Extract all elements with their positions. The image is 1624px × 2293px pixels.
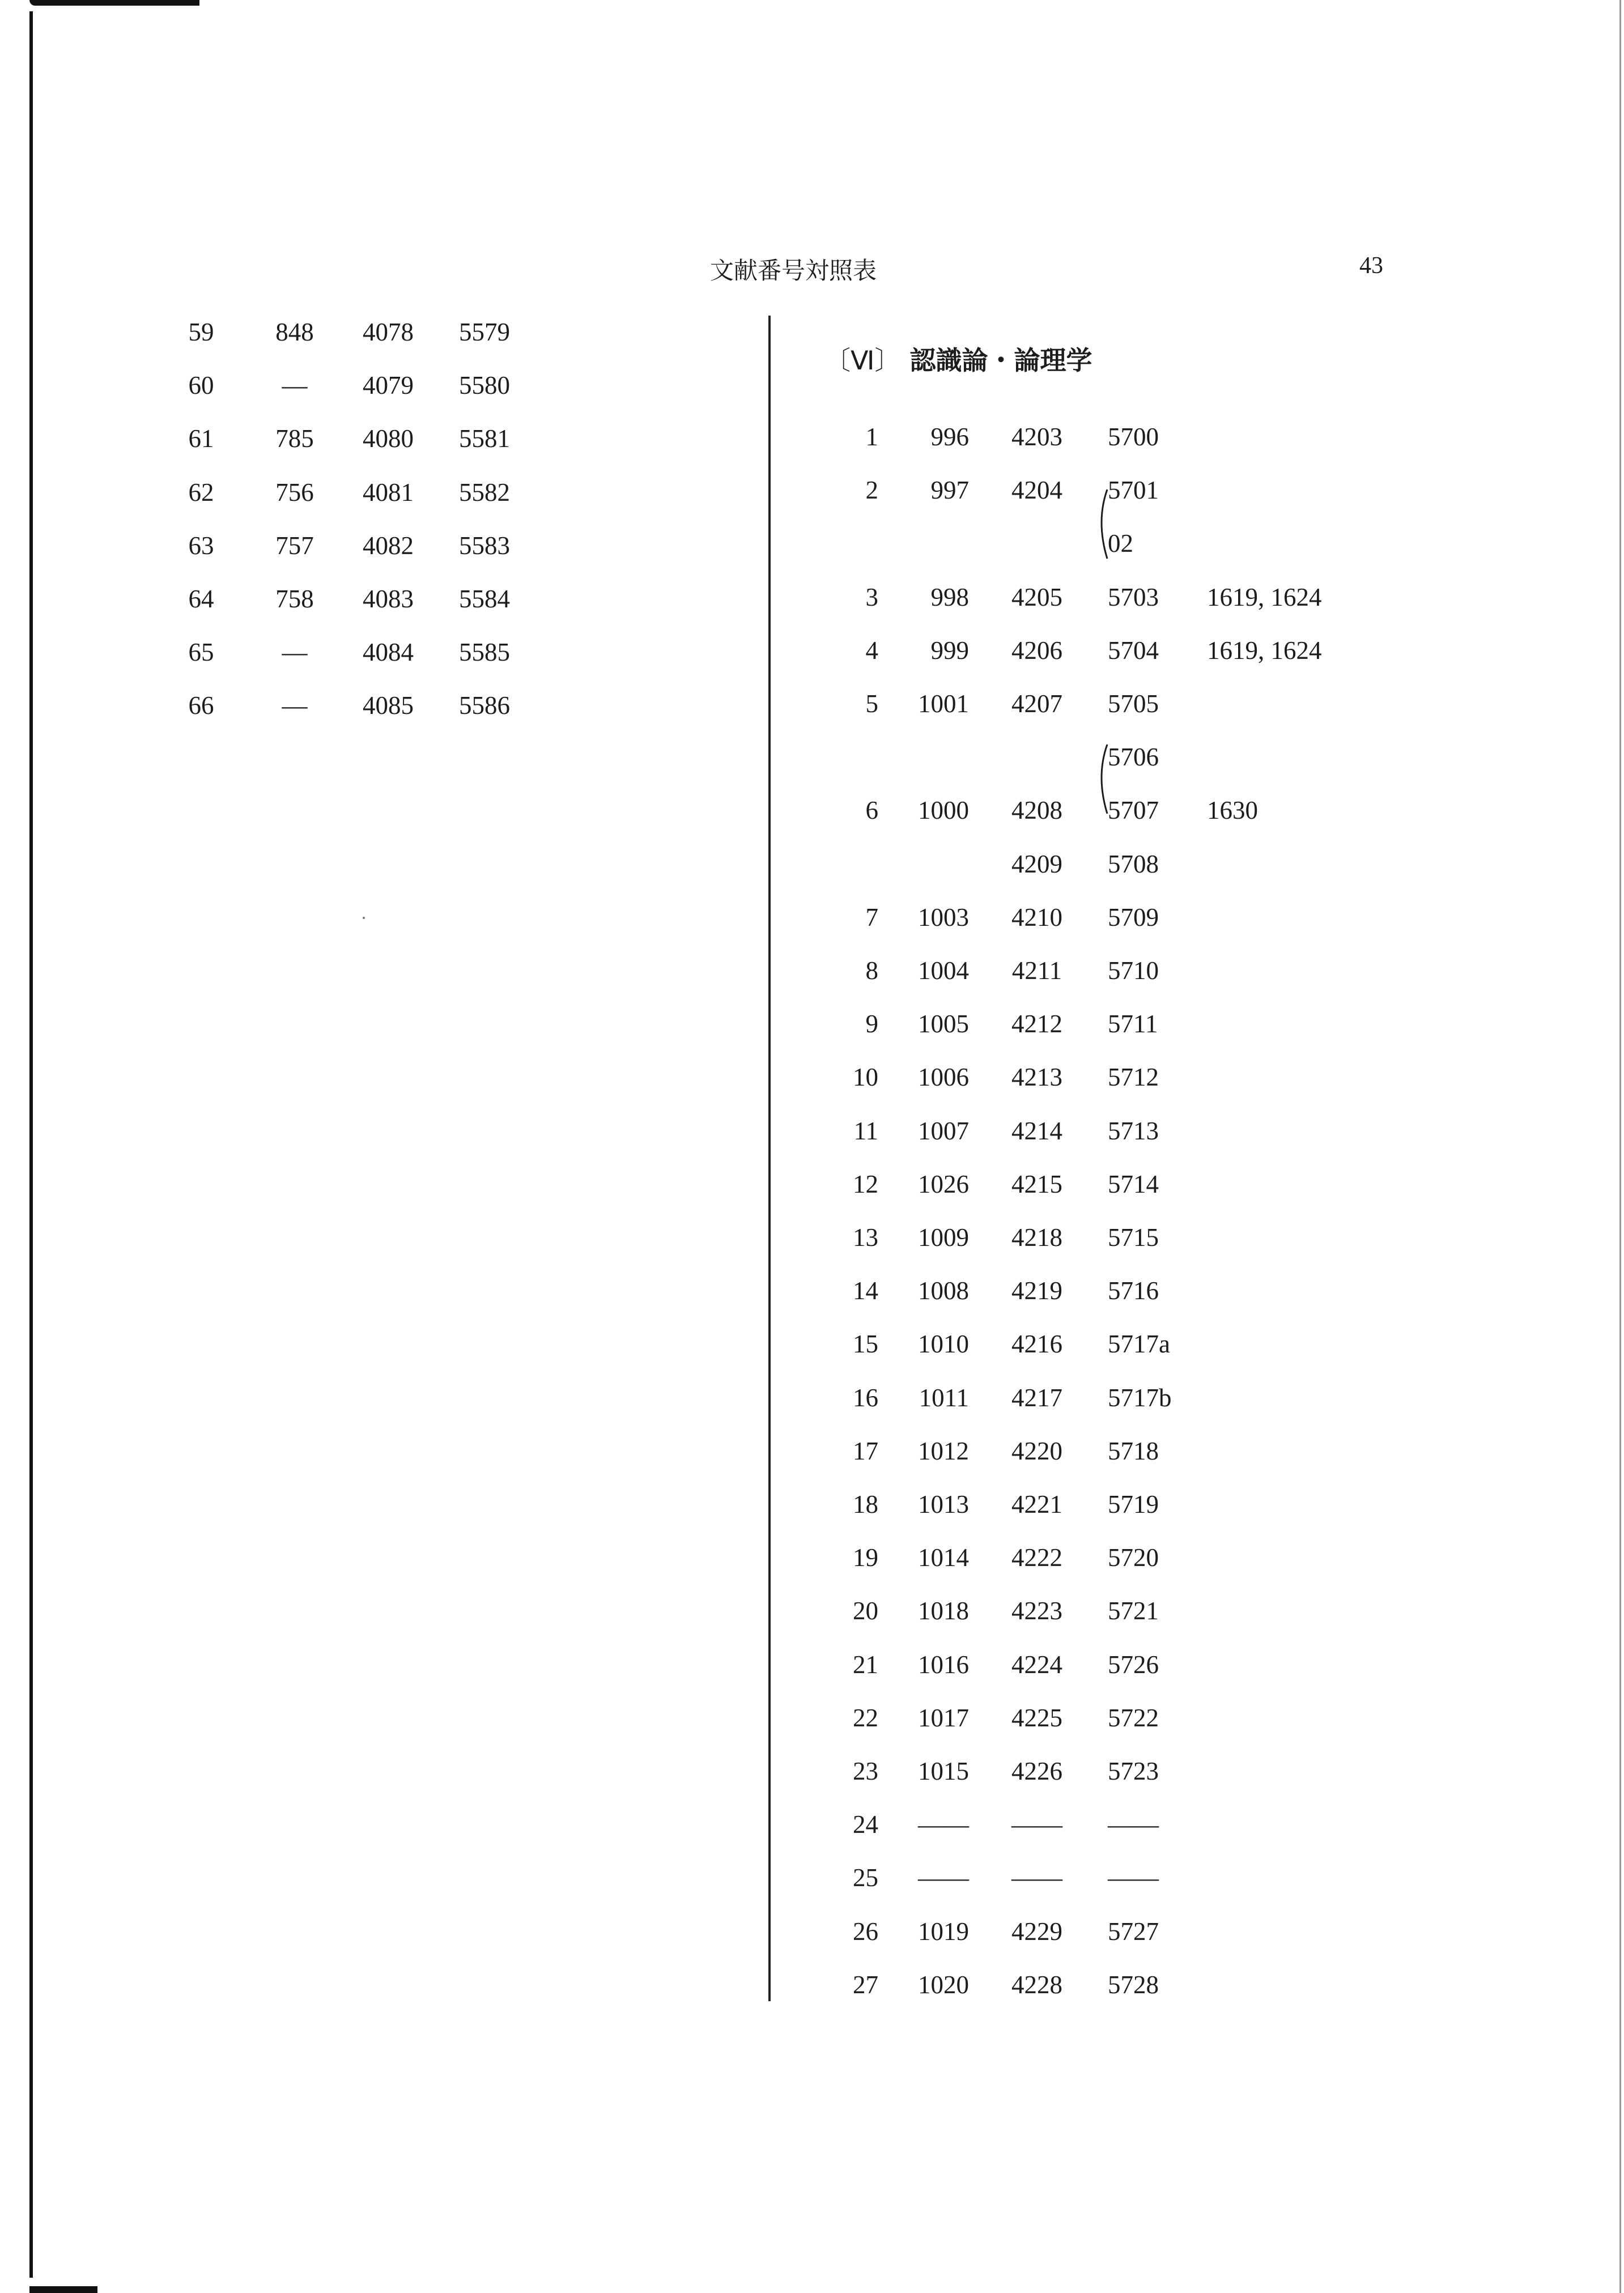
table-cell: 758 xyxy=(275,585,314,613)
table-cell: 15 xyxy=(853,1330,878,1359)
table-cell: 1019 xyxy=(918,1917,969,1946)
table-cell: 8 xyxy=(865,956,878,985)
table-cell: 999 xyxy=(930,636,969,665)
table-cell: 5585 xyxy=(459,638,510,667)
table-cell: 5583 xyxy=(459,531,510,560)
table-cell: 2 xyxy=(865,476,878,505)
table-cell: 5709 xyxy=(1108,903,1159,931)
column-divider xyxy=(768,316,771,2001)
table-cell: 4217 xyxy=(1011,1383,1062,1412)
table-cell: 11 xyxy=(853,1116,878,1145)
table-cell: 5586 xyxy=(459,691,510,720)
table-cell: 5719 xyxy=(1108,1490,1159,1518)
table-cell: 61 xyxy=(188,424,214,453)
table-cell: 1004 xyxy=(918,956,969,985)
table-cell: 1619, 1624 xyxy=(1207,582,1322,611)
table-cell: 9 xyxy=(865,1010,878,1039)
table-cell: 4206 xyxy=(1011,636,1062,665)
table-cell: 4209 xyxy=(1011,849,1062,878)
table-cell: 5705 xyxy=(1108,690,1159,718)
table-cell: 5716 xyxy=(1108,1277,1159,1305)
table-cell: 997 xyxy=(930,476,969,505)
table-cell: 18 xyxy=(853,1490,878,1518)
table-cell: 5582 xyxy=(459,478,510,507)
table-cell: 17 xyxy=(853,1436,878,1465)
table-cell: 1000 xyxy=(918,796,969,825)
table-cell: 60 xyxy=(188,371,214,400)
table-cell: 4215 xyxy=(1011,1169,1062,1198)
table-cell: 62 xyxy=(188,478,214,507)
table-cell: 4222 xyxy=(1011,1543,1062,1572)
table-cell: 1015 xyxy=(918,1757,969,1785)
table-cell: 24 xyxy=(853,1810,878,1839)
table-cell: 4204 xyxy=(1011,476,1062,505)
table-cell: 14 xyxy=(853,1277,878,1305)
table-cell: —— xyxy=(1011,1810,1062,1839)
table-cell: 1016 xyxy=(918,1650,969,1679)
table-cell: 4221 xyxy=(1011,1490,1062,1518)
table-cell: 1013 xyxy=(918,1490,969,1518)
section-title-text: 認識論・論理学 xyxy=(909,345,1092,376)
table-cell: 5712 xyxy=(1108,1063,1159,1092)
table-cell: 5700 xyxy=(1108,423,1159,451)
table-cell: 23 xyxy=(853,1757,878,1785)
table-cell: 66 xyxy=(188,691,214,720)
table-cell: 5 xyxy=(865,690,878,718)
table-cell: 4085 xyxy=(363,691,414,720)
table-cell: 5711 xyxy=(1108,1010,1158,1039)
table-cell: —— xyxy=(918,1864,969,1892)
table-cell: 5720 xyxy=(1108,1543,1159,1572)
table-cell: 1006 xyxy=(918,1063,969,1092)
table-cell: 4214 xyxy=(1011,1116,1062,1145)
table-cell: 4081 xyxy=(363,478,414,507)
running-header-title: 文献番号対照表 xyxy=(709,258,877,284)
section-numeral: 〔Ⅵ〕 xyxy=(824,346,901,375)
table-cell: 4212 xyxy=(1011,1010,1062,1039)
table-cell: 5703 xyxy=(1108,582,1159,611)
table-cell: 1026 xyxy=(918,1169,969,1198)
table-cell: 4218 xyxy=(1011,1223,1062,1252)
table-cell: 5713 xyxy=(1108,1116,1159,1145)
table-cell: 5704 xyxy=(1108,636,1159,665)
table-cell: 5579 xyxy=(459,318,510,346)
table-cell: 4229 xyxy=(1011,1917,1062,1946)
table-cell: 1018 xyxy=(918,1597,969,1626)
table-cell: 5717b xyxy=(1108,1383,1172,1412)
table-cell: 4228 xyxy=(1011,1970,1062,1999)
table-cell: 4082 xyxy=(363,531,414,560)
table-cell: 4207 xyxy=(1011,690,1062,718)
table-cell: 4220 xyxy=(1011,1436,1062,1465)
table-cell: 4210 xyxy=(1011,903,1062,931)
table-cell: 4223 xyxy=(1011,1597,1062,1626)
table-cell: 5710 xyxy=(1108,956,1159,985)
table-cell: 5701 xyxy=(1108,476,1159,505)
table-cell: 5721 xyxy=(1108,1597,1159,1626)
scan-edge-left xyxy=(29,11,33,2278)
table-cell: —— xyxy=(1011,1864,1062,1892)
table-cell: 756 xyxy=(275,478,314,507)
table-cell: 5727 xyxy=(1108,1917,1159,1946)
table-cell: 25 xyxy=(853,1864,878,1892)
table-cell: 998 xyxy=(930,582,969,611)
table-cell: 4213 xyxy=(1011,1063,1062,1092)
table-cell: 27 xyxy=(853,1970,878,1999)
table-cell: 1630 xyxy=(1207,796,1258,825)
section-heading xyxy=(824,340,1092,377)
table-cell: 5717a xyxy=(1108,1330,1170,1359)
table-cell: 1014 xyxy=(918,1543,969,1572)
table-cell: 3 xyxy=(865,582,878,611)
table-cell: 02 xyxy=(1108,529,1133,558)
table-cell: 1009 xyxy=(918,1223,969,1252)
table-cell: 1020 xyxy=(918,1970,969,1999)
page-number: 43 xyxy=(1359,253,1383,279)
table-cell: — xyxy=(282,691,308,720)
table-cell: 5707 xyxy=(1108,796,1159,825)
table-cell: —— xyxy=(1108,1810,1159,1839)
table-cell: 1011 xyxy=(919,1383,969,1412)
table-cell: 4216 xyxy=(1011,1330,1062,1359)
table-cell: 785 xyxy=(275,424,314,453)
table-cell: —— xyxy=(918,1810,969,1839)
table-cell: 996 xyxy=(930,423,969,451)
table-cell: 6 xyxy=(865,796,878,825)
table-cell: 4078 xyxy=(363,318,414,346)
scan-edge-top xyxy=(29,0,199,6)
table-cell: — xyxy=(282,638,308,667)
table-cell: 1619, 1624 xyxy=(1207,636,1322,665)
scan-edge-right xyxy=(1619,0,1621,2293)
table-cell: 1 xyxy=(865,423,878,451)
table-cell: 1012 xyxy=(918,1436,969,1465)
table-cell: 12 xyxy=(853,1169,878,1198)
scan-speck xyxy=(363,917,365,919)
bracket-2 xyxy=(1094,487,1111,561)
bracket-6 xyxy=(1094,742,1111,816)
table-cell: 4211 xyxy=(1011,956,1062,985)
table-cell: 5723 xyxy=(1108,1757,1159,1785)
table-cell: 5718 xyxy=(1108,1436,1159,1465)
table-cell: 65 xyxy=(188,638,214,667)
table-cell: 4219 xyxy=(1011,1277,1062,1305)
table-cell: 5714 xyxy=(1108,1169,1159,1198)
table-cell: 1007 xyxy=(918,1116,969,1145)
table-cell: 1005 xyxy=(918,1010,969,1039)
table-cell: 1017 xyxy=(918,1703,969,1732)
table-cell: 4083 xyxy=(363,585,414,613)
table-cell: 4079 xyxy=(363,371,414,400)
table-cell: 21 xyxy=(853,1650,878,1679)
table-cell: 757 xyxy=(275,531,314,560)
table-cell: 59 xyxy=(188,318,214,346)
table-cell: 4084 xyxy=(363,638,414,667)
table-cell: 5715 xyxy=(1108,1223,1159,1252)
table-cell: —— xyxy=(1108,1864,1159,1892)
table-cell: 4225 xyxy=(1011,1703,1062,1732)
table-cell: 848 xyxy=(275,318,314,346)
table-cell: 1010 xyxy=(918,1330,969,1359)
table-cell: 5706 xyxy=(1108,743,1159,772)
table-cell: — xyxy=(282,371,308,400)
table-cell: 5580 xyxy=(459,371,510,400)
table-cell: 1003 xyxy=(918,903,969,931)
table-cell: 19 xyxy=(853,1543,878,1572)
table-cell: 5722 xyxy=(1108,1703,1159,1732)
table-cell: 1001 xyxy=(918,690,969,718)
table-cell: 13 xyxy=(853,1223,878,1252)
table-cell: 16 xyxy=(853,1383,878,1412)
table-cell: 5584 xyxy=(459,585,510,613)
table-cell: 7 xyxy=(865,903,878,931)
table-cell: 10 xyxy=(853,1063,878,1092)
table-cell: 64 xyxy=(188,585,214,613)
table-cell: 4208 xyxy=(1011,796,1062,825)
table-cell: 26 xyxy=(853,1917,878,1946)
table-cell: 4 xyxy=(865,636,878,665)
table-cell: 22 xyxy=(853,1703,878,1732)
table-cell: 4203 xyxy=(1011,423,1062,451)
table-cell: 4226 xyxy=(1011,1757,1062,1785)
table-cell: 1008 xyxy=(918,1277,969,1305)
table-cell: 5726 xyxy=(1108,1650,1159,1679)
table-cell: 4224 xyxy=(1011,1650,1062,1679)
table-cell: 4205 xyxy=(1011,582,1062,611)
table-cell: 5728 xyxy=(1108,1970,1159,1999)
table-cell: 4080 xyxy=(363,424,414,453)
table-cell: 20 xyxy=(853,1597,878,1626)
table-cell: 63 xyxy=(188,531,214,560)
scan-edge-bottom xyxy=(29,2286,97,2293)
table-cell: 5708 xyxy=(1108,849,1159,878)
table-cell: 5581 xyxy=(459,424,510,453)
